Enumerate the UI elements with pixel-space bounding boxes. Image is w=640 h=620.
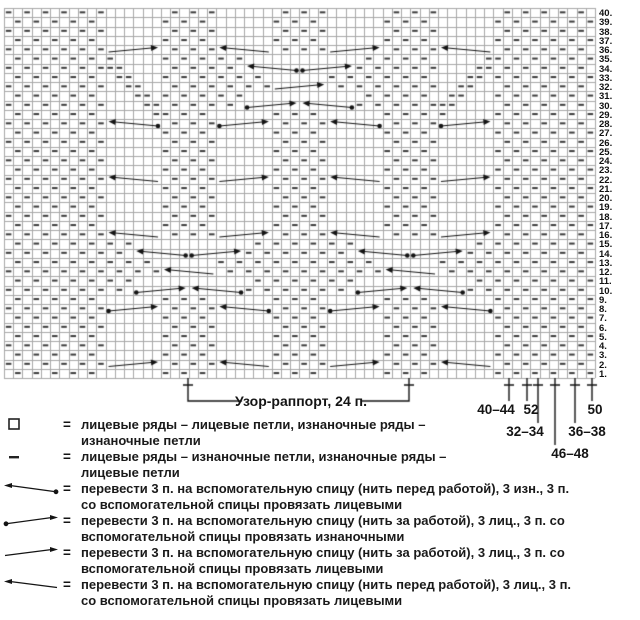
legend-text: перевести 3 п. на вспомогательную спицу (нить перед работой), 3 лиц., 3 п. (81, 577, 572, 592)
row-number: 35. (599, 54, 613, 66)
knit-square-icon (2, 417, 62, 433)
cable-right-dot-icon (2, 513, 62, 529)
legend-text: изнаночные петли (81, 432, 201, 448)
row-number: 25. (599, 146, 613, 158)
purl-dash-icon (2, 449, 62, 465)
row-number: 18. (599, 211, 613, 223)
size-marker-label: 50 (587, 402, 603, 417)
row-number: 28. (599, 119, 613, 130)
equals-sign: = (63, 481, 71, 496)
row-number: 20. (599, 193, 613, 204)
legend-text: перевести 3 п. на вспомогательную спицу (нить за работой), 3 лиц., 3 п. со (81, 513, 565, 528)
size-marker-label: 40–44 (477, 402, 515, 417)
row-number: 9. (599, 294, 607, 306)
row-number: 4. (599, 341, 607, 352)
row-number: 37. (599, 35, 613, 47)
row-number: 22. (599, 174, 613, 186)
row-number: 32. (599, 82, 613, 93)
size-marker-label: 46–48 (551, 446, 589, 461)
equals-sign: = (63, 417, 71, 432)
row-number: 19. (599, 202, 613, 214)
row-number: 16. (599, 230, 613, 241)
size-marker-label: 36–38 (568, 424, 606, 439)
row-number: 23. (599, 165, 613, 177)
equals-sign: = (63, 577, 71, 592)
legend-text: перевести 3 п. на вспомогательную спицу (нить за работой), 3 лиц., 3 п. со (81, 545, 565, 560)
row-number: 7. (599, 313, 607, 325)
equals-sign: = (63, 513, 71, 528)
legend-text: вспомогательной спицы провязать изнаночными (81, 528, 405, 544)
row-number: 11. (599, 276, 612, 288)
row-number: 29. (599, 109, 613, 121)
row-number: 33. (599, 72, 613, 84)
row-number: 36. (599, 45, 613, 56)
row-number: 31. (599, 91, 613, 103)
row-number: 39. (599, 17, 613, 29)
row-number: 6. (599, 322, 607, 334)
legend-text: со вспомогательной спицы провязать лицевыми (81, 592, 403, 608)
equals-sign: = (63, 545, 71, 560)
row-number: 14. (599, 248, 613, 260)
row-number: 2. (599, 359, 607, 371)
size-marker-label: 52 (523, 402, 539, 417)
legend-text: лицевые ряды – изнаночные петли, изнаночные ряды – (81, 449, 447, 464)
row-number: 5. (599, 331, 607, 343)
row-number: 3. (599, 350, 607, 362)
row-number: 12. (599, 267, 613, 278)
legend-text: со вспомогательной спицы провязать лицевыми (81, 496, 403, 512)
cable-right-icon (2, 545, 62, 561)
legend-text: лицевые ряды – лицевые петли, изнаночные ряды – (81, 417, 426, 432)
size-marker-label: 32–34 (506, 424, 544, 439)
legend-text: перевести 3 п. на вспомогательную спицу (нить перед работой), 3 изн., 3 п. (81, 481, 570, 496)
row-number: 27. (599, 128, 613, 140)
row-number: 30. (599, 100, 613, 112)
row-number: 13. (599, 257, 613, 269)
row-number: 10. (599, 285, 613, 297)
row-number: 21. (599, 183, 613, 195)
row-number: 17. (599, 220, 613, 232)
legend-text: вспомогательной спицы провязать лицевыми (81, 560, 384, 576)
row-number: 8. (599, 304, 607, 315)
row-number: 26. (599, 137, 613, 149)
legend-text: лицевые петли (81, 464, 180, 480)
row-number: 40. (599, 8, 613, 19)
equals-sign: = (63, 449, 71, 464)
row-number: 15. (599, 239, 613, 251)
row-number: 38. (599, 26, 613, 38)
cable-left-dot-icon (2, 481, 62, 497)
row-number: 34. (599, 63, 613, 75)
row-number: 24. (599, 156, 613, 167)
cable-left-icon (2, 577, 62, 593)
pattern-repeat-label: Узор-раппорт, 24 п. (235, 393, 367, 409)
row-number: 1. (599, 368, 607, 380)
